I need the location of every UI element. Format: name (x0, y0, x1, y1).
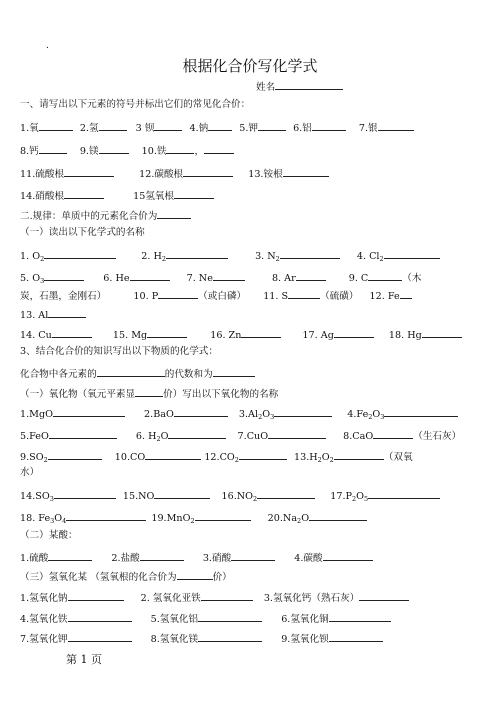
answer-blank[interactable] (158, 288, 198, 299)
answer-blank[interactable] (198, 611, 262, 622)
answer-blank[interactable] (334, 449, 384, 460)
answer-blank[interactable] (68, 590, 124, 601)
item-label: 10. P (133, 291, 159, 302)
item-label: 7.银 (358, 123, 378, 134)
answer-blank[interactable] (241, 327, 281, 338)
item-label: $14.SO_3$ (20, 491, 54, 503)
item-label: 11. S (263, 291, 289, 302)
formula-row-3 (20, 288, 412, 303)
item-label: $20.Na_2O$ (267, 513, 310, 525)
item-label: 2. 氢氧化亚铁 (140, 593, 201, 604)
answer-blank[interactable] (68, 631, 132, 642)
item-label: 6.铝 (293, 123, 312, 134)
section-3-heading: 3、结合化合价的知识写出以下物质的化学式： (20, 346, 218, 357)
formula-row-5 (20, 327, 462, 342)
comma: ， (194, 146, 205, 157)
item-label: 7.氢氧化钾 (20, 634, 68, 645)
item-note: （硫磺） (320, 291, 359, 302)
item-label: 16. Zn (210, 330, 242, 341)
item-label: 15氢氧根 (133, 191, 175, 202)
section-3a-heading (20, 386, 278, 401)
answer-blank[interactable] (177, 569, 213, 580)
item-label: 18. $Fe_3O_4$ (20, 513, 67, 525)
answer-blank[interactable] (183, 166, 233, 177)
item-label: 4.钠 (189, 123, 209, 134)
answer-blank[interactable] (268, 428, 326, 439)
section-2a-heading: （一）读出以下化学式的名称 (20, 227, 145, 238)
radical-row-1 (20, 166, 329, 181)
item-label: 9.镁 (79, 146, 99, 157)
item-label: 15. Mg (112, 330, 148, 341)
item-label: $4.Fe_2O_3$ (347, 409, 385, 421)
answer-blank[interactable] (44, 248, 116, 259)
item-label: 8. Ar (271, 273, 296, 284)
acid-row (20, 550, 373, 565)
hydroxide-row-1 (20, 590, 409, 605)
answer-blank[interactable] (68, 611, 132, 622)
hydroxide-row-2 (20, 611, 391, 626)
item-label: 10.CO (114, 452, 146, 463)
answer-blank[interactable] (422, 327, 462, 338)
heading-text: （一）氧化物（氧元平素显 (20, 389, 136, 400)
item-label: 4. $Cl_2$ (356, 251, 384, 263)
item-note: （生石灰） (413, 431, 462, 442)
answer-blank[interactable] (400, 288, 412, 299)
name-label: 姓名 (256, 82, 276, 93)
answer-blank[interactable] (66, 510, 146, 521)
answer-blank[interactable] (296, 270, 326, 281)
item-label: 7.CuO (237, 431, 269, 442)
item-label: 18. Hg (388, 330, 422, 341)
item-label: 14.硝酸根 (20, 191, 65, 202)
item-label: 10.铁 (141, 146, 167, 157)
answer-blank[interactable] (359, 590, 409, 601)
oxide-row-4 (20, 488, 440, 503)
item-label: 6. He (103, 273, 130, 284)
item-label: 1.氢氧化钠 (20, 593, 68, 604)
item-label: 2.BaO (144, 409, 174, 420)
answer-blank[interactable] (274, 406, 332, 417)
answer-blank[interactable] (258, 120, 286, 131)
answer-blank[interactable] (48, 449, 102, 460)
answer-blank[interactable] (145, 449, 201, 460)
item-label: $12.CO_2$ (204, 452, 239, 464)
answer-blank[interactable] (373, 428, 413, 439)
item-label: 5.钾 (239, 123, 258, 134)
answer-blank[interactable] (368, 270, 402, 281)
item-label: 3. $N_2$ (255, 251, 280, 263)
item-label: 11.硫酸根 (20, 169, 65, 180)
answer-blank[interactable] (52, 327, 92, 338)
corner-dot: . (46, 41, 49, 51)
item-label: 2.氢 (79, 123, 99, 134)
answer-blank[interactable] (231, 550, 275, 561)
answer-blank[interactable] (140, 550, 184, 561)
item-label: 1.硫酸 (20, 553, 49, 564)
answer-blank[interactable] (157, 208, 191, 219)
answer-blank[interactable] (257, 488, 315, 499)
item-label: 13. Al (20, 310, 49, 321)
answer-blank[interactable] (174, 188, 214, 199)
item-label: 13.铵根 (248, 169, 283, 180)
answer-blank[interactable] (49, 428, 117, 439)
answer-blank[interactable] (334, 327, 374, 338)
section-3b-heading: （二）某酸： (20, 530, 78, 541)
item-label: 1. $O_2$ (20, 251, 45, 263)
page-number: 第 1 页 (66, 653, 102, 666)
item-label: 5.氢氧化铝 (150, 614, 199, 625)
rule-text: 化合物中各元素的 (20, 369, 97, 380)
oxide-row-1 (20, 406, 458, 421)
item-label: 19.MnO$_2$ (151, 513, 195, 525)
item-label: 6.氢氧化铜 (281, 614, 329, 625)
answer-blank[interactable] (154, 120, 182, 131)
answer-blank[interactable] (208, 120, 232, 131)
answer-blank[interactable] (44, 270, 84, 281)
item-label: 1.氧 (20, 123, 39, 134)
answer-blank[interactable] (48, 550, 92, 561)
item-label: 8.钙 (20, 146, 39, 157)
item-label: $17.P_2O_5$ (330, 491, 369, 503)
answer-blank[interactable] (195, 510, 251, 521)
item-label: 2. $H_2$ (141, 251, 166, 263)
item-label: 5.FeO (20, 431, 49, 442)
oxide-row-5 (20, 510, 367, 525)
answer-blank[interactable] (54, 488, 116, 499)
item-label: 3.硝酸 (202, 553, 232, 564)
section-2-heading (20, 208, 191, 223)
element-row-2 (20, 143, 234, 158)
formula-row-2 (20, 270, 421, 285)
item-label: 9.氢氧化钡 (281, 634, 329, 645)
oxide-row-3 (20, 449, 413, 464)
element-row-1 (20, 120, 414, 135)
answer-blank[interactable] (323, 550, 373, 561)
item-label: 15.NO (122, 491, 155, 502)
answer-blank[interactable] (64, 166, 114, 177)
radical-row-2 (20, 188, 214, 203)
answer-blank[interactable] (135, 386, 163, 397)
heading-text: （三）氢氧化某 （氢氧根的化合价为 (20, 572, 177, 583)
answer-blank[interactable] (39, 143, 67, 154)
heading-text: 价）写出以下氧化物的名称 (163, 389, 279, 400)
answer-blank[interactable] (154, 488, 210, 499)
item-label: $3.Al_2O_3$ (238, 409, 275, 421)
item-label: 3 钡 (135, 123, 155, 134)
answer-blank[interactable] (309, 510, 367, 521)
answer-blank[interactable] (97, 366, 165, 377)
answer-blank[interactable] (283, 166, 329, 177)
item-label: 4.碳酸 (294, 553, 323, 564)
item-note: 炭，石墨，金刚石） (20, 291, 107, 302)
item-label: $13.H_2O_2$ (294, 452, 334, 464)
answer-blank[interactable] (166, 248, 228, 259)
answer-blank[interactable] (329, 611, 391, 622)
answer-blank[interactable] (99, 143, 129, 154)
heading-text: 价） (212, 572, 232, 583)
answer-blank[interactable] (201, 590, 253, 601)
answer-blank[interactable] (53, 406, 125, 417)
answer-blank[interactable] (130, 270, 170, 281)
item-note: （或白磷） (198, 291, 247, 302)
answer-blank[interactable] (147, 327, 187, 338)
answer-blank[interactable] (288, 288, 320, 299)
item-label: 17. Ag (302, 330, 334, 341)
item-label: $9.SO_2$ (20, 452, 48, 464)
answer-blank[interactable] (204, 143, 234, 154)
answer-blank[interactable] (213, 270, 245, 281)
item-label: 6. $H_2O$ (135, 431, 169, 443)
section-3c-heading (20, 569, 232, 584)
item-note: （木 (402, 273, 422, 284)
answer-blank[interactable] (39, 120, 73, 131)
answer-blank[interactable] (384, 406, 458, 417)
rule-text: 的代数和为 (164, 369, 213, 380)
oxide-row-3-cont (20, 467, 39, 479)
item-label: 2.盐酸 (111, 553, 140, 564)
answer-blank[interactable] (312, 120, 346, 131)
section-1-heading: 一、请写出以下元素的符号并标出它们的常见化合价： (20, 99, 251, 110)
answer-blank[interactable] (166, 143, 194, 154)
item-note: （双氧 (383, 452, 413, 463)
section-2-text: 二.规律：单质中的元素化合价为 (20, 211, 158, 222)
section-3-rule (20, 366, 255, 381)
item-label: 5. $O_3$ (20, 273, 45, 285)
name-line (256, 79, 343, 94)
name-blank[interactable] (275, 79, 343, 90)
answer-blank[interactable] (64, 188, 104, 199)
item-label: 1.MgO (20, 409, 53, 420)
item-label: 8.氢氧化镁 (150, 634, 199, 645)
item-label: 3.氢氧化钙（熟石灰） (263, 593, 360, 604)
answer-blank[interactable] (174, 406, 228, 417)
answer-blank[interactable] (384, 248, 440, 259)
formula-row-4 (20, 307, 86, 322)
page-title: 根据化合价写化学式 (182, 57, 318, 75)
item-label: 12. Fe (369, 291, 400, 302)
answer-blank[interactable] (48, 307, 86, 318)
item-label: 8.CaO (343, 431, 374, 442)
answer-blank[interactable] (378, 120, 414, 131)
item-label: 14. Cu (20, 330, 52, 341)
item-label: 7. Ne (186, 273, 213, 284)
answer-blank[interactable] (99, 120, 127, 131)
answer-blank[interactable] (280, 248, 340, 259)
answer-blank[interactable] (329, 631, 383, 642)
item-label: 9. C (348, 273, 369, 284)
hydroxide-row-3 (20, 631, 383, 646)
formula-row-1 (20, 248, 440, 263)
answer-blank[interactable] (239, 449, 287, 460)
answer-blank[interactable] (198, 631, 262, 642)
item-label: $16.NO_2$ (221, 491, 258, 503)
answer-blank[interactable] (368, 488, 440, 499)
answer-blank[interactable] (168, 428, 226, 439)
answer-blank[interactable] (213, 366, 255, 377)
item-label: 12.碳酸根 (139, 169, 184, 180)
item-label: 4.氢氧化铁 (20, 614, 68, 625)
item-note: 水） (20, 467, 40, 478)
oxide-row-2 (20, 428, 461, 443)
